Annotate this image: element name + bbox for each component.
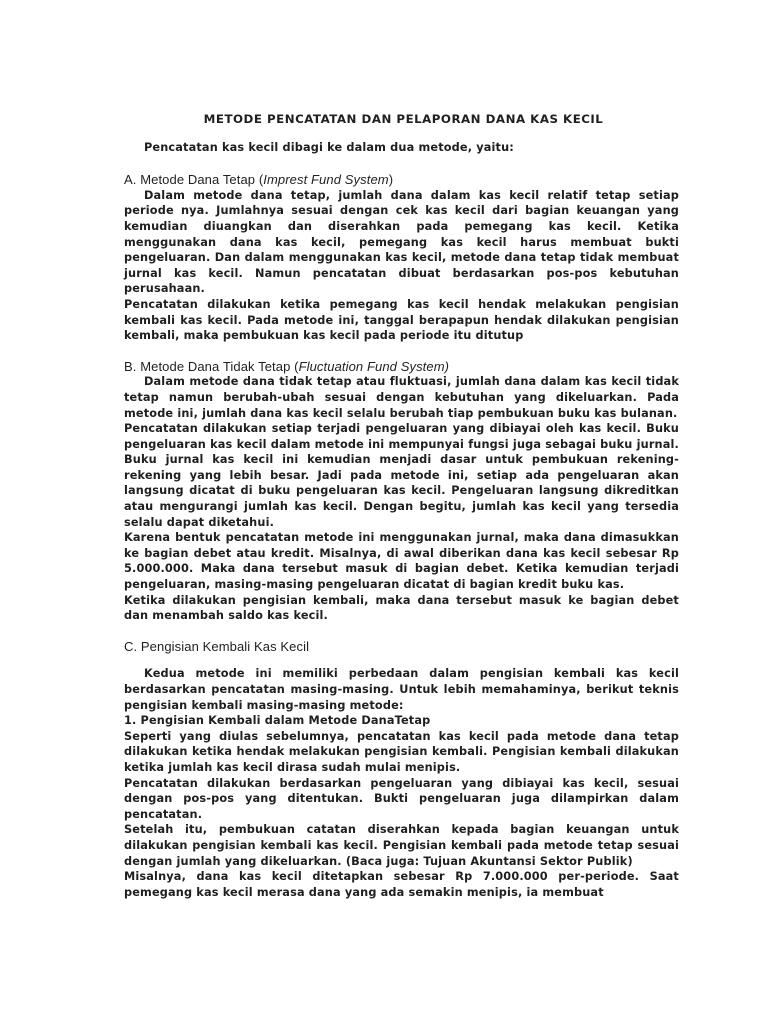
document-title: METODE PENCATATAN DAN PELAPORAN DANA KAS KECIL	[203, 112, 604, 126]
intro-text: Pencatatan kas kecil dibagi ke dalam dua metode, yaitu:	[144, 140, 514, 154]
section-c-paragraph: Seperti yang diulas sebelumnya, pencatatan kas kecil pada metode dana tetap dilakukan ketika hendak melakukan pengisian kembali. Pengisian kembali dilakukan ketika jumlah kas kecil dirasa sudah mulai menipis.	[124, 729, 679, 774]
section-c-paragraph: Pencatatan dilakukan berdasarkan pengeluaran yang dibiayai kas kecil, sesuai dengan pos-pos yang ditentukan. Bukti pengeluaran juga dilampirkan dalam pencatatan.	[124, 776, 679, 821]
section-b-paragraph: Dalam metode dana tidak tetap atau fluktuasi, jumlah dana dalam kas kecil tidak tetap namun berubah-ubah sesuai dengan kebutuhan yang dikeluarkan. Pada metode ini, jumlah dana kas kecil selalu berubah tiap pembukuan buku kas bulanan.	[124, 375, 679, 420]
section-a-paragraph: Dalam metode dana tetap, jumlah dana dalam kas kecil relatif tetap setiap periode nya. Jumlahnya sesuai dengan cek kas kecil dari bagian keuangan yang kemudian diuangkan dan diserahkan pada pemegang kas kecil. Ketika menggunakan dana kas kecil, pemegang kas kecil harus membuat bukti pengeluaran. Dan dalam menggunakan kas kecil, metode dana tetap tidak membuat jurnal kas kecil. Namun pencatatan dibuat berdasarkan pos-pos kebutuhan perusahaan.	[124, 188, 679, 296]
document-page	[124, 112, 679, 900]
section-b-heading	[124, 359, 679, 375]
section-c-paragraph: Misalnya, dana kas kecil ditetapkan sebesar Rp 7.000.000 per-periode. Saat pemegang kas kecil merasa dana yang ada semakin menipis, ia membuat	[124, 870, 679, 899]
section-c-paragraph: Kedua metode ini memiliki perbedaan dalam pengisian kembali kas kecil berdasarkan pencatatan masing-masing. Untuk lebih memahaminya, berikut teknis pengisian kembali masing-masing metode:	[124, 667, 679, 712]
section-b-heading-italic: Fluctuation Fund System)	[298, 358, 450, 374]
section-c-heading: C. Pengisian Kembali Kas Kecil	[124, 638, 310, 654]
section-c-subheading: 1. Pengisian Kembali dalam Metode DanaTetap	[124, 714, 431, 728]
section-c-paragraph: Setelah itu, pembukuan catatan diserahkan kepada bagian keuangan untuk dilakukan pengisian kembali kas kecil. Pengisian kembali pada metode tetap sesuai dengan jumlah yang dikeluarkan. (Baca juga: Tujuan Akuntansi Sektor Publik)	[124, 823, 679, 868]
section-a-paragraph: Pencatatan dilakukan ketika pemegang kas kecil hendak melakukan pengisian kembali kas kecil. Pada metode ini, tanggal berapapun hendak dilakukan pengisian kembali, maka pembukuan kas kecil pada periode itu ditutup	[124, 297, 679, 343]
section-b-paragraph: Karena bentuk pencatatan metode ini menggunakan jurnal, maka dana dimasukkan ke bagian debet atau kredit. Misalnya, di awal diberikan dana kas kecil sebesar Rp 5.000.000. Maka dana tersebut masuk di bagian debet. Ketika kemudian terjadi pengeluaran, masing-masing pengeluaran dicatat di bagian kredit buku kas.	[124, 531, 679, 592]
section-a-heading-italic: Imprest Fund System	[263, 172, 389, 188]
section-a-heading-close: )	[388, 172, 394, 188]
section-b-paragraph: Pencatatan dilakukan setiap terjadi pengeluaran yang dibiayai oleh kas kecil. Buku pengeluaran kas kecil dalam metode ini mempunyai fungsi juga sebagai buku jurnal. Buku jurnal kas kecil ini kemudian menjadi dasar untuk pembukuan rekening-rekening yang lebih besar. Jadi pada metode ini, setiap ada pengeluaran akan langsung dicatat di buku pengeluaran kas kecil. Pengeluaran langsung dikreditkan atau mengurangi jumlah kas kecil. Dengan begitu, jumlah kas kecil yang tersedia selalu dapat diketahui.	[124, 422, 679, 529]
section-b-heading-text: B. Metode Dana Tidak Tetap (	[124, 358, 299, 374]
section-a-heading	[124, 172, 679, 188]
section-a-heading-text: A. Metode Dana Tetap (	[124, 172, 264, 188]
section-b-paragraph: Ketika dilakukan pengisian kembali, maka dana tersebut masuk ke bagian debet dan menambah saldo kas kecil.	[124, 593, 679, 623]
